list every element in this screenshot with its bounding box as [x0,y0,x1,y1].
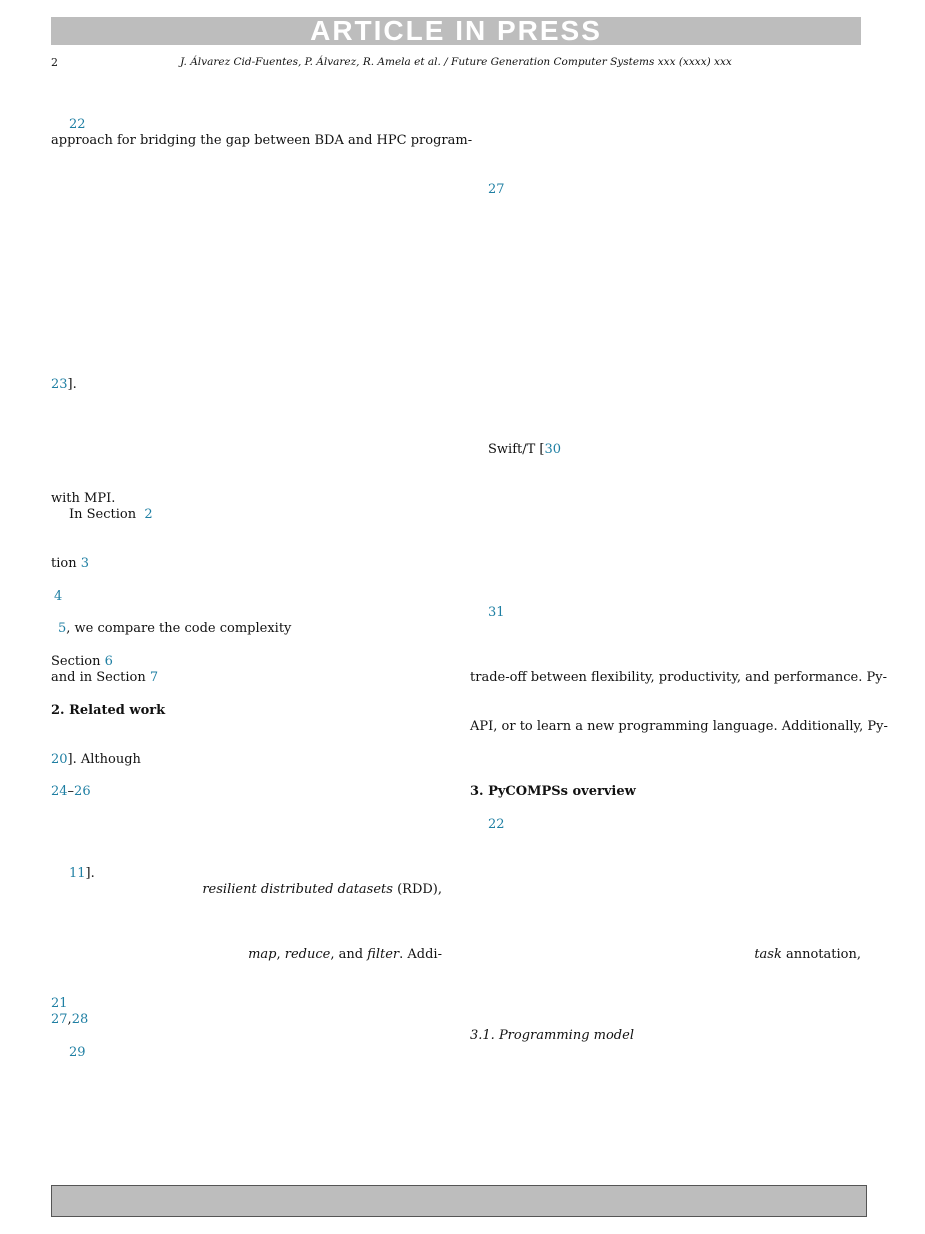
body-line: 27,28 [51,1012,89,1027]
citation-link[interactable]: 27 [51,1012,68,1027]
body-line: API, or to learn a new programming language. Additionally, Py- [470,719,888,734]
section-link[interactable]: 5 [58,621,67,636]
citation-link[interactable]: 30 [544,442,562,457]
body-line: trade-off between flexibility, productivity, and performance. Py- [470,670,887,685]
body-line: Section 6 [51,654,113,669]
body-line: In Section 2 [69,507,153,522]
banner-text: ARTICLE IN PRESS [310,15,602,46]
body-line: resilient distributed datasets (RDD), [202,882,442,897]
citation-link[interactable]: 24 [51,784,68,799]
citation-link[interactable]: 31 [488,605,505,620]
page-number: 2 [51,56,58,69]
body-line: 20]. Although [51,752,141,767]
section-link[interactable]: 7 [149,670,159,685]
citation-link[interactable]: 11 [69,866,86,881]
citation-link[interactable]: 21 [51,996,68,1011]
section-link[interactable]: 3 [80,556,90,571]
footer-bar [51,1185,867,1217]
article-in-press-banner [51,17,861,45]
subsection-heading: 3.1. Programming model [470,1028,634,1043]
body-line: Swift/T [30 [488,442,562,457]
section-heading: 3. PyCOMPSs overview [470,784,636,799]
section-link[interactable]: 2 [144,507,153,522]
body-line: with MPI. [51,491,116,506]
citation-link[interactable]: 29 [69,1045,86,1060]
body-line: 5, we compare the code complexity [58,621,292,636]
body-line: and in Section 7 [51,670,159,685]
citation-link[interactable]: 22 [488,817,505,832]
citation-link[interactable]: 28 [71,1012,89,1027]
section-link[interactable]: 6 [104,654,113,669]
citation-link[interactable]: 26 [74,784,91,799]
body-line: 24–26 [51,784,91,799]
body-line: tion 3 [51,556,90,571]
section-link[interactable]: 4 [54,589,63,604]
body-line: map, reduce, and filter. Addi- [248,947,442,962]
section-heading: 2. Related work [51,703,166,718]
body-line: 23]. [51,377,77,392]
body-line: task annotation, [754,947,861,962]
body-line: approach for bridging the gap between BDA and HPC program- [51,133,473,148]
body-line: 11]. [69,866,95,881]
citation-link[interactable]: 22 [69,117,86,132]
citation-link[interactable]: 20 [51,752,68,767]
running-head: J. Álvarez Cid-Fuentes, P. Álvarez, R. Amela et al. / Future Generation Computer Systems xxx (xxxx) xxx [180,56,732,68]
citation-link[interactable]: 27 [488,182,505,197]
citation-link[interactable]: 23 [51,377,68,392]
